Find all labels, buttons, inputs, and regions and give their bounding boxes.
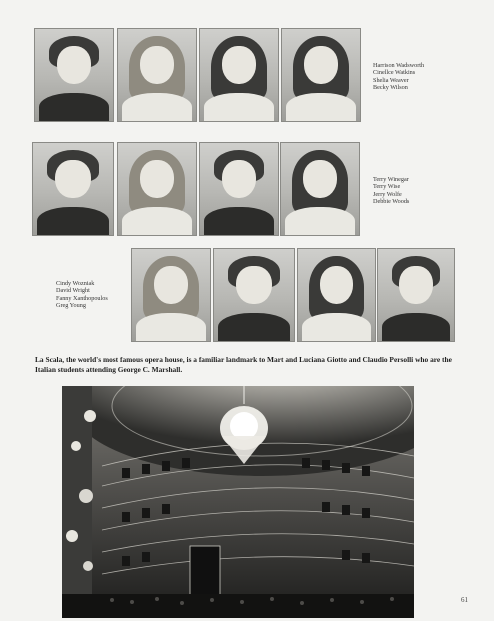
student-name: Greg Young xyxy=(56,302,86,310)
student-name: Becky Wilson xyxy=(373,84,408,92)
name-list xyxy=(373,62,424,92)
portrait-photo xyxy=(131,248,211,342)
opera-house-photo xyxy=(62,386,414,618)
page-number: 61 xyxy=(461,596,468,604)
portrait-photo xyxy=(199,142,279,236)
photo-caption: La Scala, the world's most famous opera house, is a familiar landmark to Mart and Luciana Giotto and Claudio Persolli who are the Italian students attending George C. Marshall. xyxy=(35,355,452,374)
portrait-photo xyxy=(213,248,295,342)
student-name: David Wright xyxy=(56,287,90,295)
portrait-photo xyxy=(281,28,361,122)
student-name: Debbie Woods xyxy=(373,198,410,206)
student-name: Harrison Wadsworth xyxy=(373,62,425,69)
portrait-photo xyxy=(117,142,197,236)
student-name: Jerry Wolfe xyxy=(373,190,402,198)
name-list xyxy=(56,280,108,310)
name-list xyxy=(373,176,409,206)
student-name: Terry Winegar xyxy=(373,176,409,183)
portrait-photo xyxy=(199,28,279,122)
student-name: Fanny Xanthopoulos xyxy=(56,294,108,302)
portrait-photo xyxy=(297,248,376,342)
portrait-photo xyxy=(280,142,360,236)
portrait-photo xyxy=(377,248,455,342)
student-name: Cindy Wozniak xyxy=(56,280,95,287)
student-name: Cinellce Watkins xyxy=(373,69,416,77)
student-name: Terry Wise xyxy=(373,183,401,191)
opera-house-illustration xyxy=(62,386,414,618)
portrait-photo xyxy=(32,142,114,236)
portrait-photo xyxy=(34,28,114,122)
student-name: Shelia Weaver xyxy=(373,76,409,84)
portrait-photo xyxy=(117,28,197,122)
